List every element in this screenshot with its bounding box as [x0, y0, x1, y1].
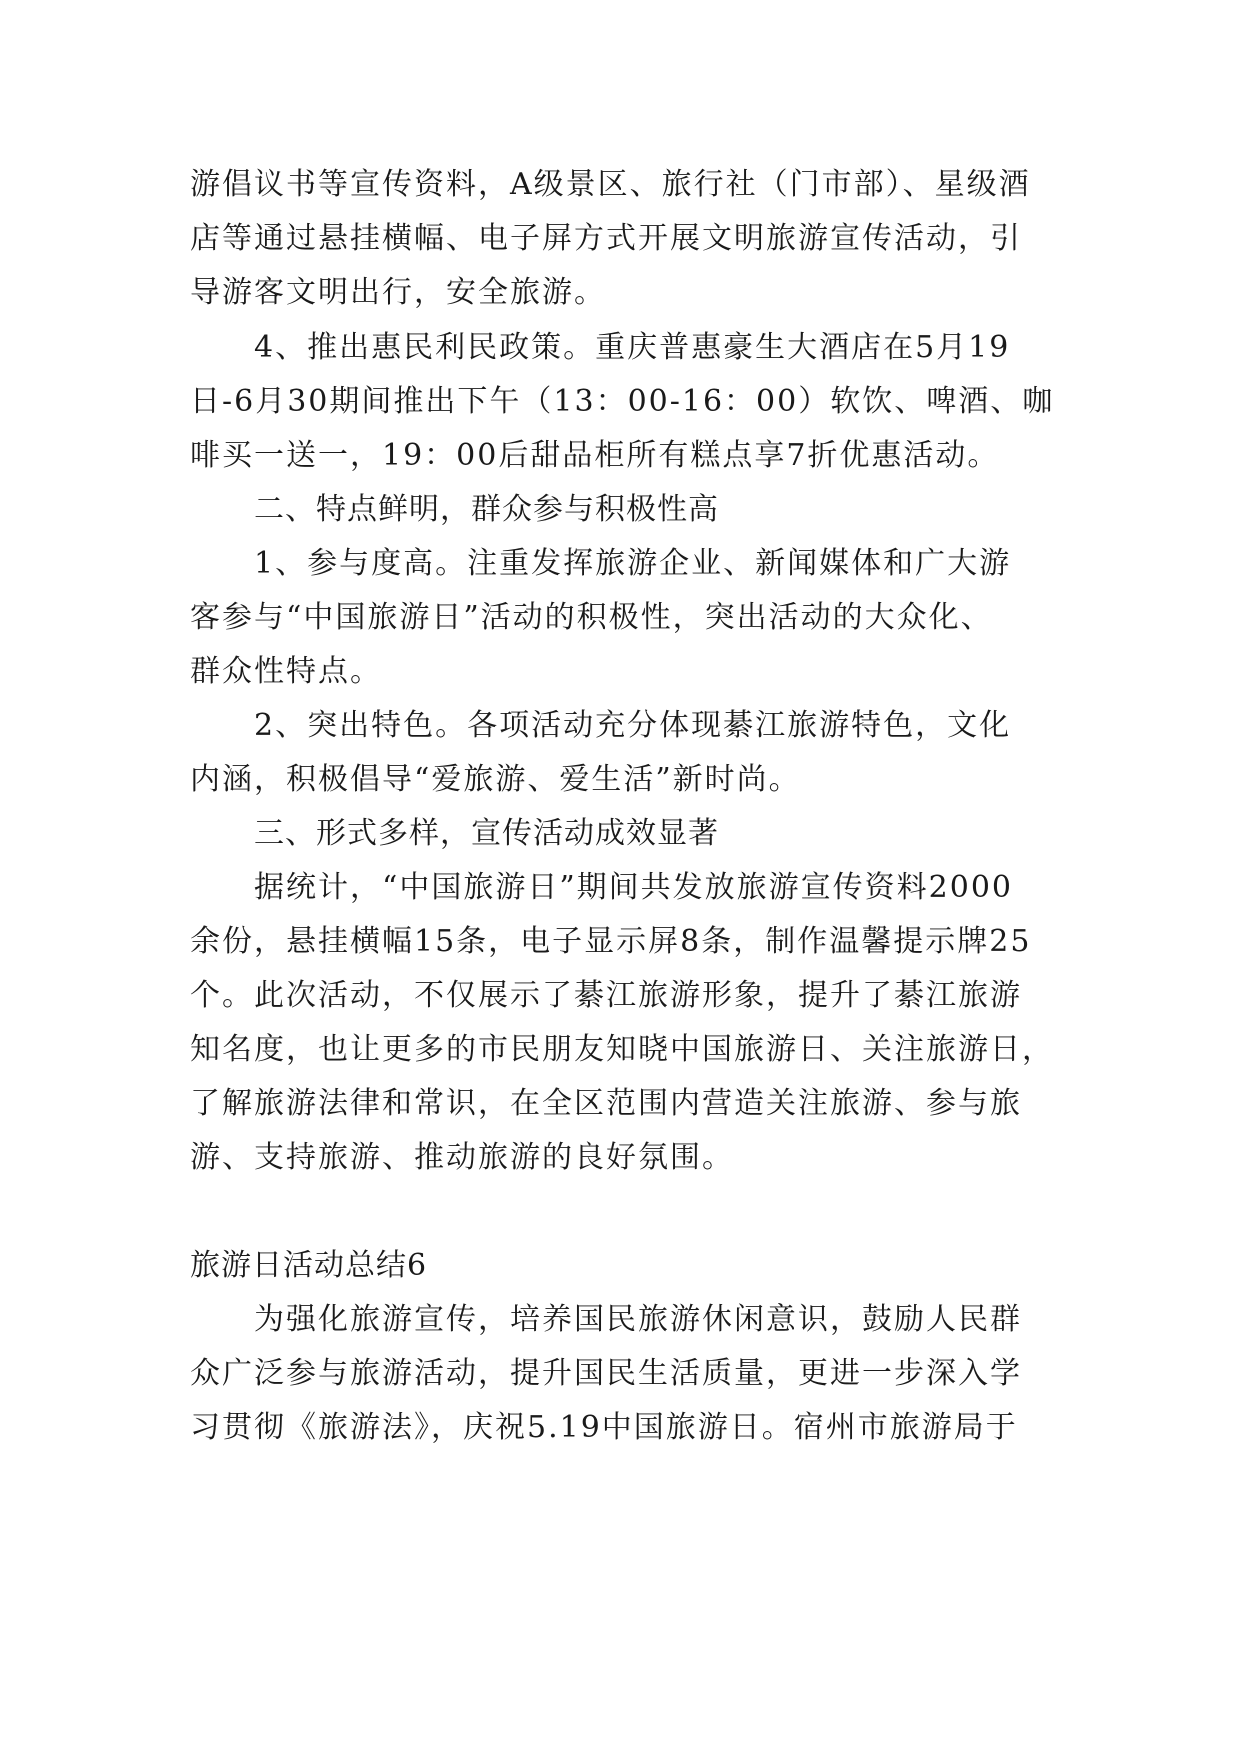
text-line: 店等通过悬挂横幅、电子屏方式开展文明旅游宣传活动，引 [190, 221, 1022, 256]
text-line: 内涵，积极倡导“爱旅游、爱生活”新时尚。 [190, 762, 801, 797]
text-line: 知名度，也让更多的市民朋友知晓中国旅游日、关注旅游日， [190, 1032, 1054, 1067]
text-line: 客参与“中国旅游日”活动的积极性，突出活动的大众化、 [190, 600, 993, 635]
text-line: 啡买一送一，19：00后甜品柜所有糕点享7折优惠活动。 [190, 438, 1000, 473]
text-line: 游倡议书等宣传资料，A级景区、旅行社（门市部）、星级酒 [190, 167, 1031, 202]
document-title: 旅游日活动总结6 [190, 1248, 428, 1283]
text-line: 4、推出惠民利民政策。重庆普惠豪生大酒店在5月19 [254, 330, 1011, 365]
text-line: 为强化旅游宣传，培养国民旅游休闲意识，鼓励人民群 [254, 1302, 1022, 1337]
text-line: 了解旅游法律和常识，在全区范围内营造关注旅游、参与旅 [190, 1086, 1022, 1121]
text-line: 群众性特点。 [190, 654, 382, 689]
section-heading: 二、特点鲜明，群众参与积极性高 [254, 492, 719, 527]
text-line: 导游客文明出行，安全旅游。 [190, 275, 606, 310]
section-heading: 三、形式多样，宣传活动成效显著 [254, 816, 719, 851]
text-line: 众广泛参与旅游活动，提升国民生活质量，更进一步深入学 [190, 1356, 1022, 1391]
text-line: 据统计，“中国旅游日”期间共发放旅游宣传资料2000 [254, 870, 1014, 905]
text-line: 余份，悬挂横幅15条，电子显示屏8条，制作温馨提示牌25 [190, 924, 1032, 959]
text-line: 习贯彻《旅游法》，庆祝5.19中国旅游日。宿州市旅游局于 [190, 1410, 1018, 1445]
text-line: 游、支持旅游、推动旅游的良好氛围。 [190, 1140, 734, 1175]
text-line: 2、突出特色。各项活动充分体现綦江旅游特色，文化 [254, 708, 1012, 743]
text-line: 1、参与度高。注重发挥旅游企业、新闻媒体和广大游 [254, 546, 1012, 581]
text-line: 个。此次活动，不仅展示了綦江旅游形象，提升了綦江旅游 [190, 978, 1022, 1013]
text-line: 日-6月30期间推出下午（13：00-16：00）软饮、啤酒、咖 [190, 384, 1055, 419]
